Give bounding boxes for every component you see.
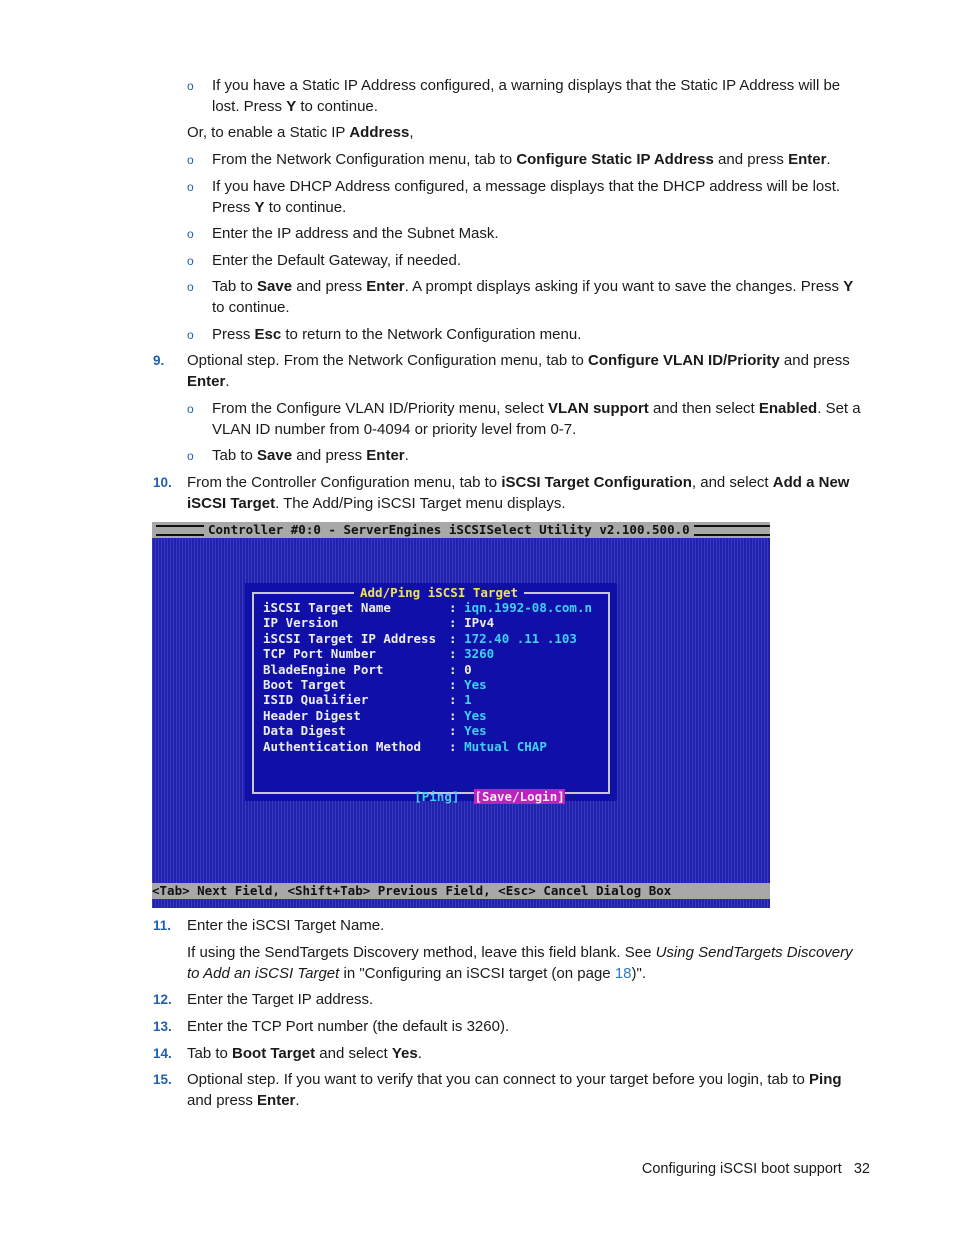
dialog-field-row[interactable]	[263, 631, 577, 646]
field-separator: :	[449, 692, 465, 708]
field-separator: :	[449, 707, 465, 723]
field-label: Data Digest	[263, 723, 346, 739]
bullet-marker: o	[187, 79, 194, 93]
bullet-dhcp-warning: If you have DHCP Address configured, a message displays that the DHCP address will be lost. Press Y to continue.	[212, 178, 841, 216]
screen-status-bar	[152, 883, 770, 899]
step-15-ping: Optional step. If you want to verify that you can connect to your target before you login, tab to Ping and press Enter.	[187, 1071, 842, 1109]
bullet-marker: o	[187, 402, 194, 416]
bullet-enter-gateway: Enter the Default Gateway, if needed.	[212, 252, 462, 269]
dialog-field-row[interactable]	[263, 600, 592, 615]
field-value[interactable]: 3260	[464, 646, 495, 662]
title-bar-rule	[694, 525, 770, 536]
field-separator: :	[449, 646, 465, 662]
step-9-vlan: Optional step. From the Network Configuration menu, tab to Configure VLAN ID/Priority and press Enter.	[187, 352, 850, 390]
step-number: 11.	[153, 918, 172, 933]
field-separator: :	[449, 723, 465, 739]
page-number: 32	[853, 1161, 870, 1177]
field-value[interactable]: 0	[464, 661, 472, 677]
field-label: Header Digest	[263, 707, 361, 723]
field-separator: :	[449, 600, 465, 615]
screen-title-bar	[152, 522, 770, 538]
dialog-field-row[interactable]	[263, 615, 494, 630]
bullet-configure-static-ip: From the Network Configuration menu, tab to Configure Static IP Address and press Enter.	[212, 151, 831, 168]
bullet-marker: o	[187, 254, 194, 268]
step-12-target-ip: Enter the Target IP address.	[187, 991, 374, 1008]
field-label: TCP Port Number	[263, 646, 376, 662]
field-value[interactable]: Yes	[464, 677, 487, 692]
bullet-marker: o	[187, 280, 194, 294]
bullet-vlan-support: From the Configure VLAN ID/Priority menu, select VLAN support and then select Enabled. Set a VLAN ID number from 0-4094 or priority level from 0-7.	[212, 400, 861, 438]
title-bar-rule	[156, 525, 204, 536]
step-14-boot-target: Tab to Boot Target and select Yes.	[187, 1045, 422, 1062]
field-separator: :	[449, 615, 465, 631]
bullet-marker: o	[187, 328, 194, 342]
footer-section: Configuring iSCSI boot support	[641, 1161, 842, 1177]
page-link[interactable]: 18	[614, 964, 632, 982]
field-separator: :	[449, 738, 465, 754]
step-number: 15.	[153, 1072, 172, 1087]
bullet-save-vlan: Tab to Save and press Enter.	[212, 447, 409, 464]
page-footer	[642, 1159, 870, 1179]
field-value[interactable]: IPv4	[464, 615, 495, 631]
dialog-field-row[interactable]	[263, 662, 472, 677]
bullet-static-ip-warning: If you have a Static IP Address configured, a warning displays that the Static IP Address will be lost. Press Y to continue.	[212, 77, 841, 115]
field-label: Boot Target	[263, 677, 346, 692]
step-10-add-target: From the Controller Configuration menu, tab to iSCSI Target Configuration, and select Add a New iSCSI Target. The Add/Ping iSCSI Target menu displays.	[187, 474, 850, 512]
save-login-button[interactable]: [Save/Login]	[474, 789, 565, 804]
field-label: IP Version	[263, 615, 339, 631]
bullet-marker: o	[187, 153, 194, 167]
field-value[interactable]: 1	[464, 692, 472, 708]
bullet-marker: o	[187, 449, 194, 463]
dialog-field-row[interactable]	[263, 692, 472, 707]
dialog-buttons	[354, 773, 565, 821]
field-separator: :	[449, 661, 465, 677]
field-value[interactable]: Yes	[464, 723, 487, 739]
step-13-tcp-port: Enter the TCP Port number (the default is 3260).	[187, 1018, 510, 1035]
step-11-note: If using the SendTargets Discovery method, leave this field blank. See Using SendTargets Discovery to Add an iSCSI Target in "Configuring an iSCSI target (on page 18)".	[187, 944, 853, 982]
step-number: 13.	[153, 1019, 172, 1034]
bullet-save-network: Tab to Save and press Enter. A prompt displays asking if you want to save the changes. Press Y to continue.	[212, 278, 854, 316]
or-static-ip-line: Or, to enable a Static IP Address,	[187, 124, 414, 141]
dialog-field-row[interactable]	[263, 723, 487, 738]
add-ping-target-dialog	[247, 585, 615, 804]
step-number: 9.	[153, 353, 165, 368]
screen-title: Controller #0:0 - ServerEngines iSCSISelect Utility v2.100.500.0	[208, 522, 690, 537]
dialog-field-row[interactable]	[263, 708, 487, 723]
field-separator: :	[449, 630, 465, 646]
bullet-enter-ip: Enter the IP address and the Subnet Mask.	[212, 225, 499, 242]
status-bar-text: <Tab> Next Field, <Shift+Tab> Previous Field, <Esc> Cancel Dialog Box	[152, 883, 672, 898]
bullet-marker: o	[187, 180, 194, 194]
step-number: 14.	[153, 1046, 172, 1061]
dialog-field-row[interactable]	[263, 646, 494, 661]
field-label: BladeEngine Port	[263, 661, 384, 677]
field-value[interactable]: 172.40 .11 .103	[464, 630, 577, 646]
field-separator: :	[449, 677, 465, 692]
ping-button[interactable]: [Ping]	[414, 789, 460, 804]
bullet-marker: o	[187, 227, 194, 241]
bios-screenshot	[152, 522, 770, 908]
field-label: iSCSI Target Name	[263, 600, 391, 615]
dialog-title: Add/Ping iSCSI Target	[354, 585, 524, 601]
dialog-field-row[interactable]	[263, 677, 487, 692]
bullet-press-esc: Press Esc to return to the Network Configuration menu.	[212, 326, 582, 343]
field-value[interactable]: Yes	[464, 707, 487, 723]
step-number: 10.	[153, 475, 172, 490]
step-11-target-name: Enter the iSCSI Target Name.	[187, 917, 385, 934]
field-value[interactable]: iqn.1992-08.com.n	[464, 600, 592, 615]
dialog-frame	[252, 585, 610, 804]
dialog-field-row[interactable]	[263, 739, 547, 754]
step-number: 12.	[153, 992, 172, 1007]
field-value[interactable]: Mutual CHAP	[464, 738, 547, 754]
field-label: ISID Qualifier	[263, 692, 369, 708]
field-label: Authentication Method	[263, 738, 422, 754]
field-label: iSCSI Target IP Address	[263, 630, 437, 646]
